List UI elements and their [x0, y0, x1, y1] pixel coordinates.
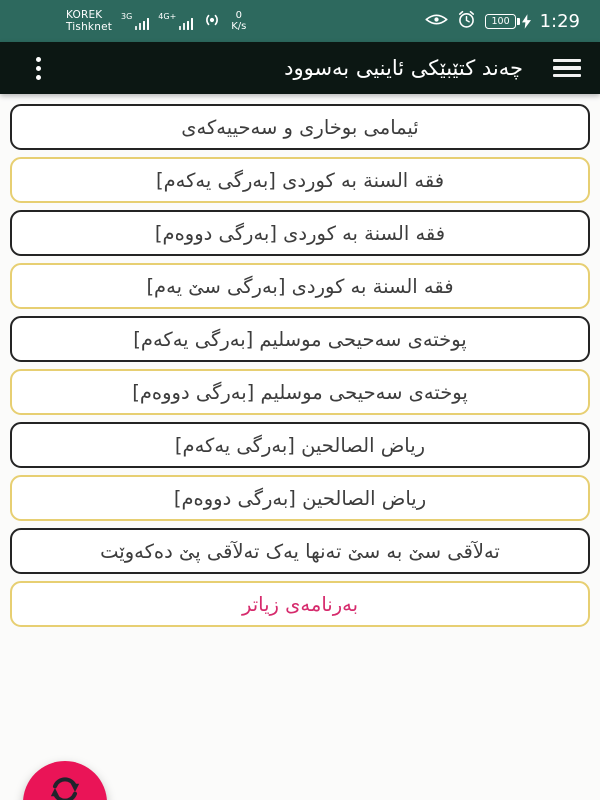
- carrier-label: [66, 9, 112, 34]
- book-riyad-salihin-v1[interactable]: ریاض الصالحین [بەرگی یەکەم]: [10, 422, 590, 468]
- signal-bars-icon: [133, 18, 149, 30]
- status-bar: [0, 0, 600, 42]
- book-sahih-muslim-v2[interactable]: پوختەی سەحیحی موسلیم [بەرگی دووەم]: [10, 369, 590, 415]
- status-right-group: [416, 10, 580, 32]
- book-talaq[interactable]: تەلآقی سێ بە سێ تەنها یەک تەلآقی پێ دەکەوێت: [10, 528, 590, 574]
- carrier-line2: Tishknet: [66, 21, 113, 33]
- eye-comfort-icon: [425, 12, 448, 30]
- hotspot-icon: [202, 10, 222, 33]
- network-speed: [231, 10, 246, 32]
- speed-unit: K/s: [231, 21, 247, 32]
- battery-indicator: [485, 14, 531, 29]
- refresh-fab[interactable]: [23, 761, 107, 800]
- status-left-group: [66, 9, 255, 34]
- kebab-menu-icon: [36, 75, 41, 80]
- battery-nub: [517, 18, 520, 25]
- signal-bars-icon: [177, 18, 193, 30]
- signal-3g: [121, 13, 149, 30]
- book-imami-bukhari[interactable]: ئیمامی بوخاری و سەحییەکەی: [10, 104, 590, 150]
- carrier-line1: KOREK: [66, 8, 103, 21]
- alarm-icon: [457, 10, 476, 32]
- battery-level: 100: [485, 14, 516, 29]
- overflow-menu-button[interactable]: [30, 49, 47, 88]
- hamburger-icon: [553, 59, 581, 63]
- network-3g-label: 3G: [121, 11, 133, 21]
- network-4g-label: 4G+: [158, 11, 177, 21]
- hamburger-icon: [553, 66, 581, 70]
- book-fiqh-sunnah-v3[interactable]: فقه السنة بە کوردی [بەرگی سێ یەم]: [10, 263, 590, 309]
- signal-4g: [158, 13, 193, 30]
- kebab-menu-icon: [36, 57, 41, 62]
- kebab-menu-icon: [36, 66, 41, 71]
- clock-time: 1:29: [539, 10, 580, 32]
- book-sahih-muslim-v1[interactable]: پوختەی سەحیحی موسلیم [بەرگی یەکەم]: [10, 316, 590, 362]
- more-apps-button[interactable]: بەرنامەی زیاتر: [10, 581, 590, 627]
- charging-icon: [522, 14, 531, 29]
- menu-button[interactable]: [548, 49, 586, 86]
- book-riyad-salihin-v2[interactable]: ریاض الصالحین [بەرگی دووەم]: [10, 475, 590, 521]
- book-fiqh-sunnah-v1[interactable]: فقه السنة بە کوردی [بەرگی یەکەم]: [10, 157, 590, 203]
- app-bar: [0, 42, 600, 94]
- book-fiqh-sunnah-v2[interactable]: فقه السنة بە کوردی [بەرگی دووەم]: [10, 210, 590, 256]
- speed-value: 0: [235, 10, 242, 21]
- page-title: چەند کتێبێکی ئاینیی بەسوود: [284, 56, 523, 80]
- book-list: [0, 94, 600, 627]
- refresh-icon: [47, 772, 83, 800]
- hamburger-icon: [553, 74, 581, 78]
